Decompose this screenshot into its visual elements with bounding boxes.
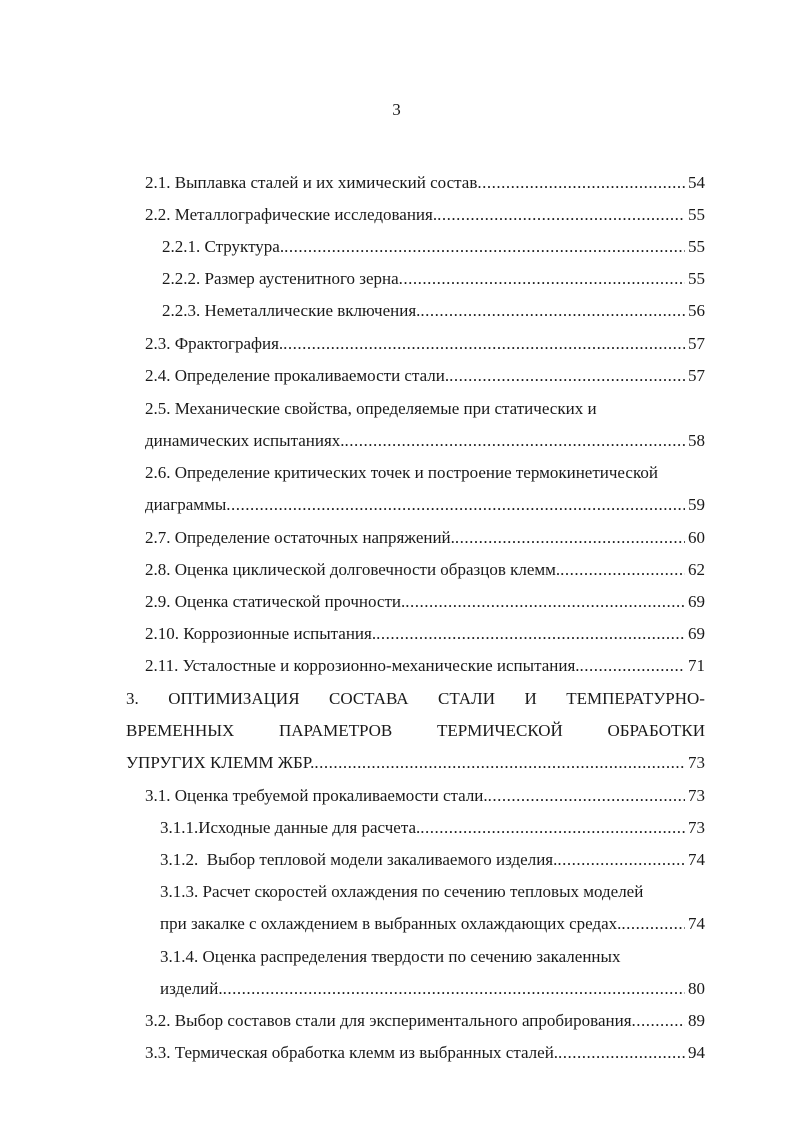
toc-chapter-3[interactable] [126,752,705,774]
toc-entry-2-2-3[interactable] [162,300,705,322]
toc-entry-2-10[interactable] [145,623,705,645]
toc-entry-title: 2.4. Определение прокаливаемости стали. [145,366,450,385]
toc-entry-title: изделий. [160,979,223,998]
toc-entry-page: 55 [688,269,705,288]
toc-entry-page: 94 [688,1043,705,1062]
dot-leader [314,752,685,774]
heading-word: ОПТИМИЗАЦИЯ [168,689,300,708]
toc-entry-title: 2.7. Определение остаточных напряжений. [145,528,455,547]
toc-entry-page: 59 [688,495,705,514]
toc-entry-page: 80 [688,979,705,998]
toc-entry-page: 57 [688,334,705,353]
toc-entry-3-1-3[interactable] [160,913,705,935]
dot-leader [632,1010,685,1032]
heading-word: СТАЛИ [438,689,495,708]
dot-leader [621,913,685,935]
toc-entry-page: 54 [688,173,705,192]
heading-word: 3. [126,689,139,708]
toc-entry-3-1[interactable] [145,785,705,807]
toc-entry-2-1[interactable] [145,172,705,194]
toc-entry-title: при закалке с охлаждением в выбранных охлаждающих средах. [160,914,622,933]
toc-entry-page: 55 [688,205,705,224]
toc-entry-2-4[interactable] [145,365,705,387]
toc-entry-page: 74 [688,914,705,933]
toc-entry-2-3[interactable] [145,333,705,355]
toc-entry-title: 2.2.3. Неметаллические включения. [162,301,421,320]
dot-leader [376,623,685,645]
toc-entry-page: 69 [688,592,705,611]
toc-entry-page: 58 [688,431,705,450]
toc-entry-page: 73 [688,753,705,772]
toc-entry-page: 74 [688,850,705,869]
toc-entry-page: 57 [688,366,705,385]
dot-leader [405,591,685,613]
toc-entry-2-5-line1[interactable]: 2.5. Механические свойства, определяемые при статических и [145,399,597,418]
toc-entry-title: 3.1.1.Исходные данные для расчета. [160,818,421,837]
toc-entry-title: 2.3. Фрактография. [145,334,284,353]
toc-entry-title: 3.1.2. Выбор тепловой модели закаливаемого изделия. [160,850,558,869]
toc-entry-2-2[interactable] [145,204,705,226]
dot-leader [558,1042,685,1064]
toc-chapter-3-line1[interactable] [126,688,705,710]
toc-entry-title: 2.2. Металлографические исследования. [145,205,438,224]
toc-entry-title: диаграммы [145,495,227,514]
toc-entry-2-6[interactable] [145,494,705,516]
toc-entry-title: УПРУГИХ КЛЕММ ЖБР. [126,753,315,772]
toc-entry-title: 2.8. Оценка циклической долговечности образцов клемм. [145,560,561,579]
dot-leader [420,817,685,839]
toc-entry-page: 73 [688,786,705,805]
dot-leader [345,430,685,452]
dot-leader [488,785,685,807]
toc-entry-page: 55 [688,237,705,256]
toc-entry-page: 71 [688,656,705,675]
toc-entry-3-1-4-line1[interactable]: 3.1.4. Оценка распределения твердости по сечению закаленных [160,947,621,966]
toc-entry-2-2-2[interactable] [162,268,705,290]
toc-entry-3-1-2[interactable] [160,849,705,871]
dot-leader [477,172,685,194]
toc-entry-page: 62 [688,560,705,579]
toc-entry-title: 3.3. Термическая обработка клемм из выбранных сталей. [145,1043,559,1062]
dot-leader [580,655,685,677]
dot-leader [284,236,685,258]
toc-entry-2-5[interactable] [145,430,705,452]
dot-leader [283,333,685,355]
dot-leader [560,559,685,581]
dot-leader [455,527,685,549]
heading-word: СОСТАВА [329,689,409,708]
heading-word: ВРЕМЕННЫХ [126,721,235,740]
toc-entry-title: 2.2.1. Структура. [162,237,285,256]
dot-leader [449,365,685,387]
toc-entry-3-3[interactable] [145,1042,705,1064]
page-number: 3 [392,100,401,119]
toc-entry-3-2[interactable] [145,1010,705,1032]
toc-entry-2-6-line1[interactable]: 2.6. Определение критических точек и построение термокинетической [145,463,658,482]
toc-entry-title: 2.10. Коррозионные испытания. [145,624,377,643]
heading-word: ТЕРМИЧЕСКОЙ [436,721,563,740]
dot-leader [420,300,685,322]
toc-entry-3-1-4[interactable] [160,978,705,1000]
toc-entry-page: 60 [688,528,705,547]
toc-entry-title: 3.2. Выбор составов стали для экспериментального апробирования [145,1011,632,1030]
toc-entry-title: 3.1. Оценка требуемой прокаливаемости стали. [145,786,488,805]
toc-entry-title: динамических испытаниях. [145,431,345,450]
dot-leader [226,494,685,516]
toc-chapter-3-line2[interactable] [126,720,705,742]
dot-leader [399,268,685,290]
toc-entry-3-1-1[interactable] [160,817,705,839]
toc-entry-2-2-1[interactable] [162,236,705,258]
dot-leader [437,204,685,226]
heading-word: ПАРАМЕТРОВ [279,721,393,740]
toc-entry-2-7[interactable] [145,527,705,549]
toc-entry-2-8[interactable] [145,559,705,581]
heading-word: ТЕМПЕРАТУРНО- [566,689,705,708]
dot-leader [557,849,685,871]
toc-entry-page: 56 [688,301,705,320]
toc-entry-title: 2.9. Оценка статической прочности. [145,592,406,611]
heading-word: И [524,689,537,708]
toc-entry-title: 2.11. Усталостные и коррозионно-механические испытания. [145,656,580,675]
toc-entry-title: 2.1. Выплавка сталей и их химический состав [145,173,478,192]
toc-entry-page: 89 [688,1011,705,1030]
toc-entry-title: 2.2.2. Размер аустенитного зерна [162,269,399,288]
toc-entry-2-11[interactable] [145,655,705,677]
heading-word: ОБРАБОТКИ [607,721,705,740]
toc-entry-2-9[interactable] [145,591,705,613]
toc-entry-page: 73 [688,818,705,837]
toc-entry-3-1-3-line1[interactable]: 3.1.3. Расчет скоростей охлаждения по сечению тепловых моделей [160,882,644,901]
toc-entry-page: 69 [688,624,705,643]
dot-leader [223,978,685,1000]
